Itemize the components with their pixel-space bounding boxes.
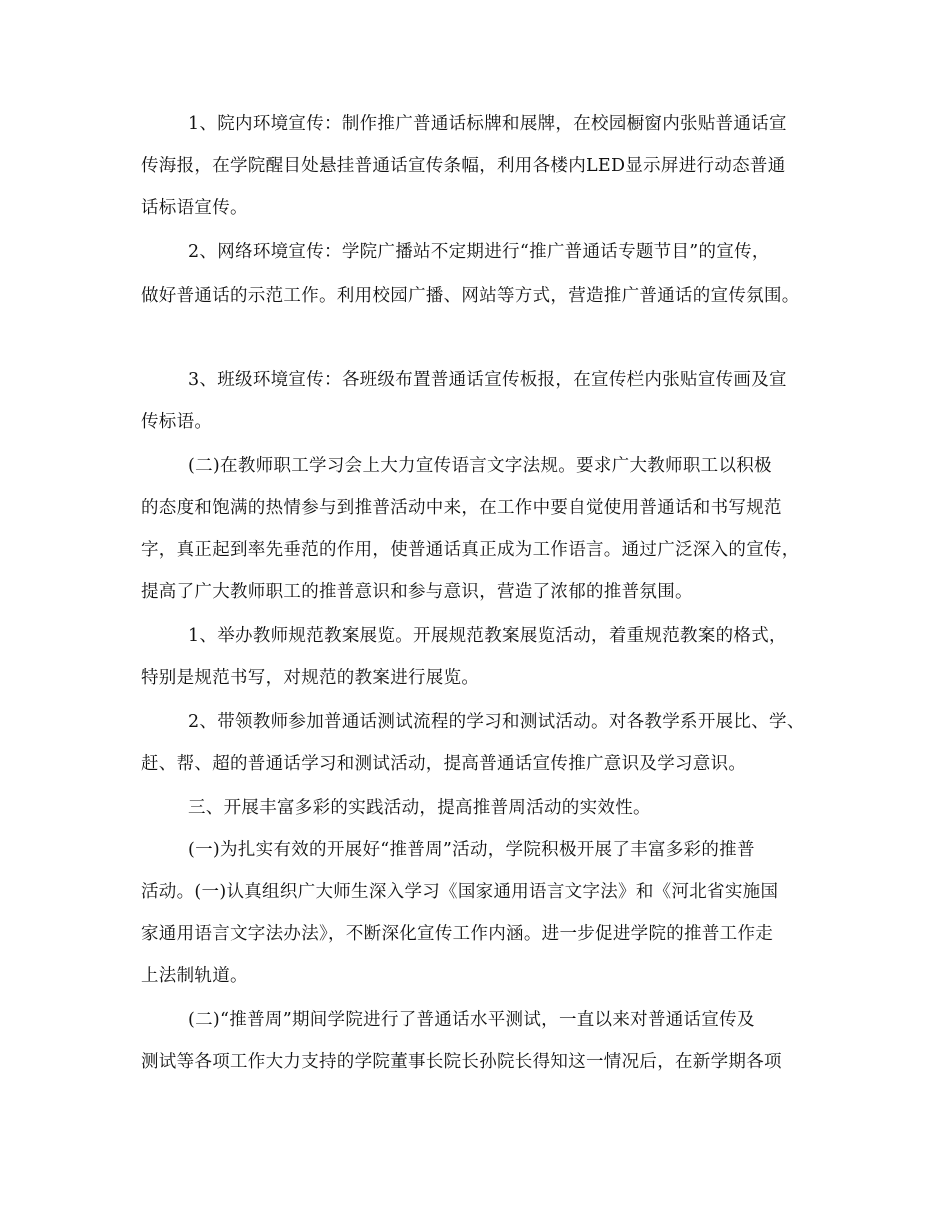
text-line: 3、班级环境宣传：各班级布置普通话宣传板报，在宣传栏内张贴宣传画及宣: [188, 370, 787, 390]
text-line: 三、开展丰富多彩的实践活动，提高推普周活动的实效性。: [188, 798, 651, 818]
text-line: 家通用语言文字法办法》，不断深化宣传工作内涵。进一步促进学院的推普工作走: [141, 924, 774, 944]
text-line: 测试等各项工作大力支持的学院董事长院长孙院长得知这一情况后，在新学期各项: [141, 1052, 782, 1072]
text-line: 传海报，在学院醒目处悬挂普通话宣传条幅，利用各楼内LED显示屏进行动态普通: [141, 156, 786, 176]
text-line: 的态度和饱满的热情参与到推普活动中来，在工作中要自觉使用普通话和书写规范: [141, 498, 782, 518]
text-line: 1、举办教师规范教案展览。开展规范教案展览活动，着重规范教案的格式，: [188, 626, 787, 646]
text-line: 2、带领教师参加普通话测试流程的学习和测试活动。对各教学系开展比、学、: [188, 712, 805, 732]
text-line: 2、网络环境宣传：学院广播站不定期进行“推广普通话专题节目”的宣传，: [188, 242, 770, 262]
text-line: 提高了广大教师职工的推普意识和参与意识，营造了浓郁的推普氛围。: [141, 582, 693, 602]
text-line: 字，真正起到率先垂范的作用，使普通话真正成为工作语言。通过广泛深入的宣传，: [141, 540, 800, 560]
text-line: 话标语宣传。: [141, 198, 248, 218]
text-line: 特别是规范书写，对规范的教案进行展览。: [141, 668, 480, 688]
text-line: 活动。(一)认真组织广大师生深入学习《国家通用语言文字法》和《河北省实施国: [141, 882, 779, 902]
text-line: 赶、帮、超的普通话学习和测试活动，提高普通话宣传推广意识及学习意识。: [141, 754, 747, 774]
text-line: 传标语。: [141, 412, 213, 432]
text-line: (一)为扎实有效的开展好“推普周”活动，学院积极开展了丰富多彩的推普: [188, 840, 755, 860]
text-line: 做好普通话的示范工作。利用校园广播、网站等方式，营造推广普通话的宣传氛围。: [141, 286, 800, 306]
text-line: (二)在教师职工学习会上大力宣传语言文字法规。要求广大教师职工以积极: [188, 456, 772, 476]
text-line: 1、院内环境宣传：制作推广普通话标牌和展牌，在校园橱窗内张贴普通话宣: [188, 114, 787, 134]
text-line: 上法制轨道。: [141, 966, 248, 986]
text-line: (二)“推普周”期间学院进行了普通话水平测试，一直以来对普通话宣传及: [188, 1010, 755, 1030]
